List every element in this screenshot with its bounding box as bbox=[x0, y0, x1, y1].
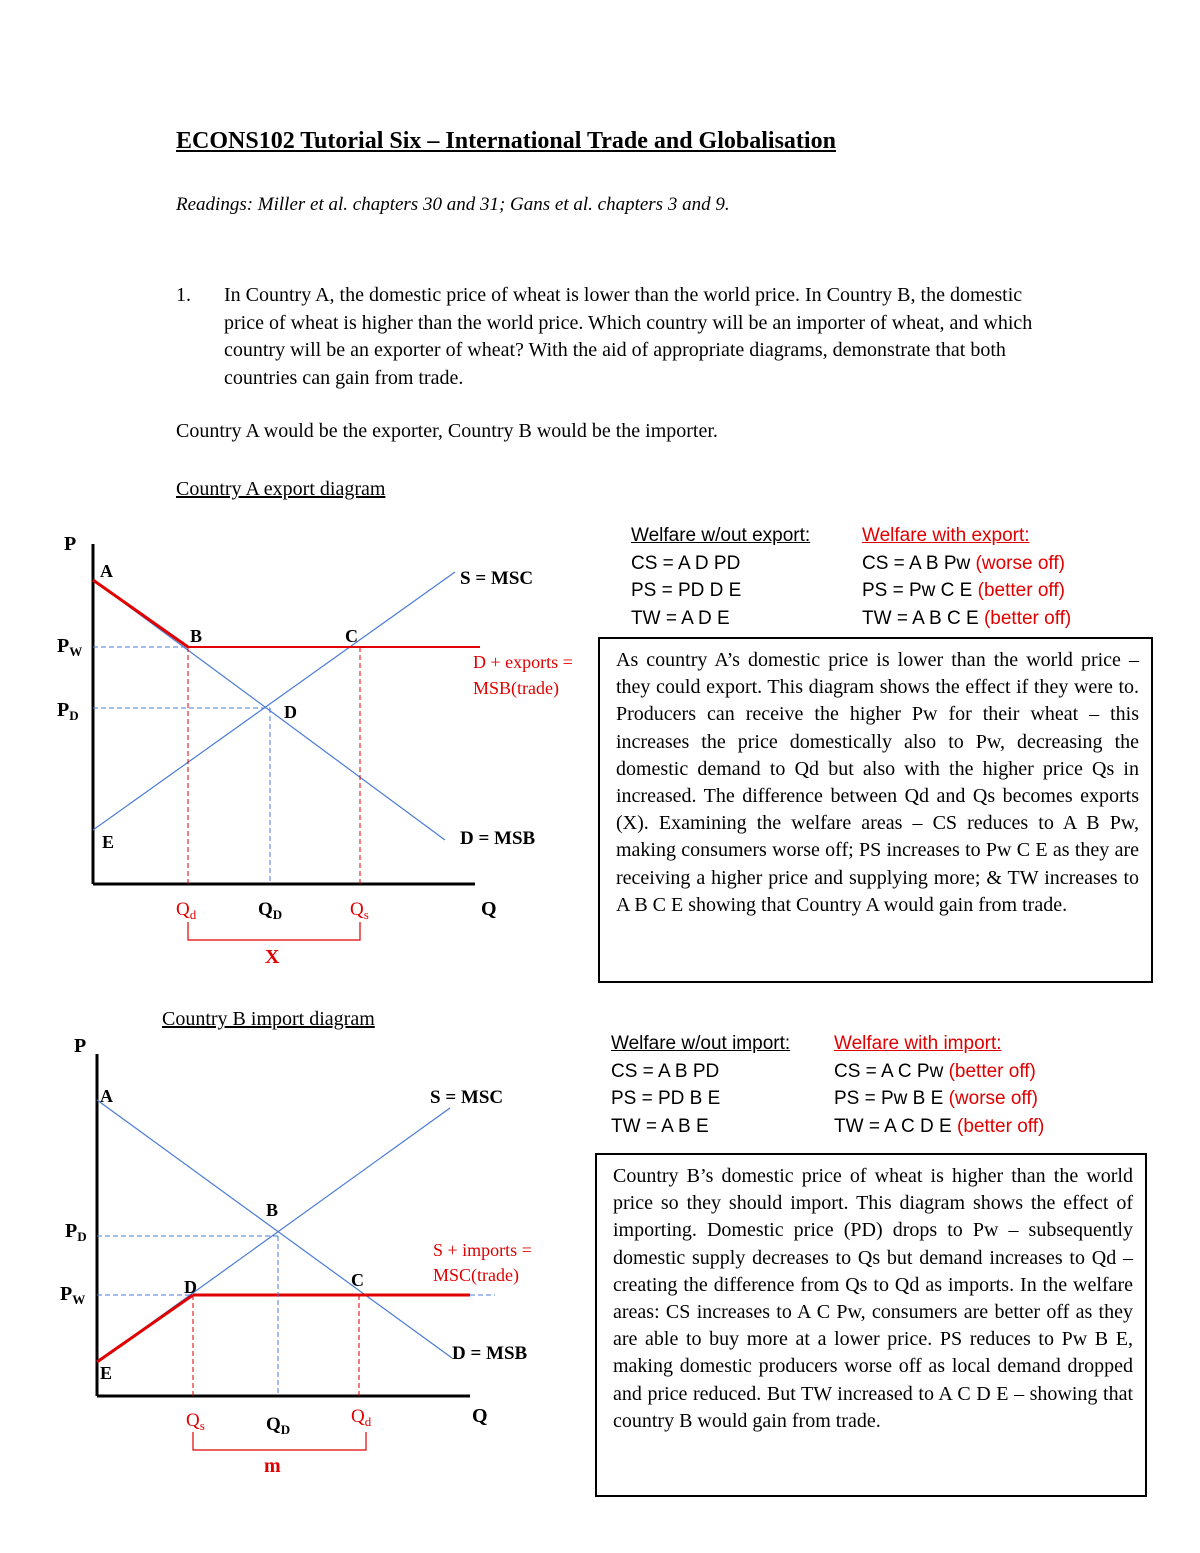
b-welfare-with-tw-note: (better off) bbox=[957, 1115, 1045, 1137]
question-text bbox=[176, 282, 1036, 392]
b-demand-label: D = MSB bbox=[452, 1343, 528, 1364]
b-point-d: D bbox=[184, 1277, 197, 1297]
a-qd-label: $Q_d$ bbox=[176, 899, 197, 922]
b-supply-label: S = MSC bbox=[430, 1087, 504, 1108]
b-welfare-with-ps: PS = Pw B E bbox=[834, 1088, 944, 1109]
b-demand-curve bbox=[97, 1100, 452, 1358]
a-welfare-without-heading: Welfare w/out export: bbox=[631, 525, 811, 546]
a-trade-label-2: MSB(trade) bbox=[473, 678, 559, 698]
question-body: In Country A, the domestic price of wheat is lower than the world price. In Country B, the domestic price of wheat is higher than the world price. Which country will be an importer of wheat, and which country will be an exporter of wheat? With the aid of appropriate diagrams, demonstrate that both countries can gain from trade. bbox=[224, 284, 1033, 389]
a-demand-with-export bbox=[93, 580, 188, 647]
a-welfare-without bbox=[631, 522, 810, 632]
b-bracket-label: m bbox=[264, 1455, 281, 1477]
a-welfare-with-cs-note: (worse off) bbox=[975, 552, 1065, 574]
b-qs-label: $Q_s$ bbox=[186, 1410, 205, 1433]
b-qd-label: $Q_d$ bbox=[351, 1406, 372, 1429]
a-qs-label: $Q_s$ bbox=[350, 899, 369, 922]
a-point-a: A bbox=[100, 561, 113, 581]
a-point-b: B bbox=[190, 626, 203, 646]
b-welfare-with-heading: Welfare with import: bbox=[834, 1033, 1002, 1054]
a-welfare-with-tw: TW = A B C E bbox=[862, 607, 979, 629]
a-welfare-with-tw-row bbox=[862, 605, 1071, 633]
b-welfare-with bbox=[834, 1030, 1044, 1140]
a-demand-label: D = MSB bbox=[460, 828, 536, 849]
b-welfare-without-ps: PS = PD B E bbox=[611, 1088, 721, 1109]
b-welfare-without bbox=[611, 1030, 790, 1140]
a-welfare-with-ps-note: (better off) bbox=[977, 580, 1065, 601]
answer-line: Country A would be the exporter, Country B would be the importer. bbox=[176, 420, 718, 442]
b-welfare-with-ps-note: (worse off) bbox=[948, 1088, 1038, 1109]
b-welfare-with-tw-row bbox=[834, 1113, 1044, 1141]
a-welfare-without-cs: CS = A D PD bbox=[631, 552, 741, 574]
page-title: ECONS102 Tutorial Six – International Trade and Globalisation bbox=[176, 128, 836, 154]
b-trade-label-2: MSC(trade) bbox=[433, 1265, 519, 1285]
b-supply-with-import bbox=[97, 1295, 193, 1362]
a-explanation-box: As country A’s domestic price is lower than the world price – they could export. This diagram shows the effect if they were to. Producers can receive the higher Pw for their wheat – this increases the price domestically also to Pw, decreasing the domestic demand to Qd but also with the higher price Qs in increased. The difference between Qd and Qs becomes exports (X). Examining the welfare areas – CS reduces to A B Pw, making consumers worse off; PS increases to Pw C E as they are receiving a higher price and supplying more; & TW increases to A B C E showing that Country A would gain from trade. bbox=[598, 637, 1153, 983]
a-point-d: D bbox=[284, 702, 297, 722]
diagram-a-heading: Country A export diagram bbox=[176, 478, 386, 500]
a-point-e: E bbox=[102, 832, 115, 852]
a-p-axis-label: P bbox=[64, 533, 77, 555]
b-p-axis-label: P bbox=[74, 1035, 87, 1057]
a-pd-label: $P_D$ bbox=[57, 699, 79, 723]
a-pw-label: $P_W$ bbox=[57, 635, 83, 659]
b-point-b: B bbox=[266, 1200, 279, 1220]
diagram-b-chart bbox=[0, 1030, 600, 1490]
b-welfare-with-ps-row bbox=[834, 1085, 1044, 1113]
b-welfare-without-heading: Welfare w/out import: bbox=[611, 1033, 791, 1054]
question-number: 1. bbox=[176, 284, 191, 306]
a-supply-curve bbox=[93, 572, 455, 830]
b-qD-label: $Q_D$ bbox=[266, 1414, 291, 1437]
a-q-axis-label: Q bbox=[481, 898, 497, 920]
diagram-b-heading: Country B import diagram bbox=[162, 1008, 375, 1030]
a-qD-label: $Q_D$ bbox=[258, 899, 283, 922]
question-1 bbox=[176, 282, 1036, 392]
b-trade-label-1: S + imports = bbox=[433, 1240, 532, 1260]
a-welfare-with-heading: Welfare with export: bbox=[862, 525, 1030, 546]
b-welfare-with-tw: TW = A C D E bbox=[834, 1115, 952, 1137]
b-pw-label: $P_W$ bbox=[60, 1283, 86, 1307]
b-welfare-with-cs-row bbox=[834, 1058, 1044, 1086]
b-welfare-without-cs: CS = A B PD bbox=[611, 1060, 720, 1082]
a-export-bracket bbox=[188, 922, 360, 940]
b-welfare-with-cs: CS = A C Pw bbox=[834, 1060, 944, 1082]
b-explanation-box: Country B’s domestic price of wheat is higher than the world price so they should import. This diagram shows the effect of importing. Domestic price (PD) drops to Pw – subsequently domestic supply decreases to Qs but demand increases to Qd – creating the difference from Qs to Qd as imports. In the welfare areas: CS increases to A C Pw, consumers are better off as they are able to buy more at a lower price. PS reduces to Pw B E, making domestic producers worse off as local demand dropped and price reduced. But TW increased to A C D E – showing that country B would gain from trade. bbox=[595, 1153, 1147, 1497]
a-point-c: C bbox=[345, 626, 358, 646]
b-pd-label: $P_D$ bbox=[65, 1220, 87, 1244]
readings-line: Readings: Miller et al. chapters 30 and 31; Gans et al. chapters 3 and 9. bbox=[176, 194, 730, 215]
b-welfare-with-cs-note: (better off) bbox=[948, 1060, 1036, 1082]
b-point-c: C bbox=[351, 1270, 364, 1290]
a-welfare-with-cs-row bbox=[862, 550, 1071, 578]
diagram-a-chart bbox=[0, 520, 600, 980]
b-q-axis-label: Q bbox=[472, 1405, 488, 1427]
a-supply-label: S = MSC bbox=[460, 568, 534, 589]
a-welfare-with-cs: CS = A B Pw bbox=[862, 552, 971, 574]
a-welfare-without-ps: PS = PD D E bbox=[631, 580, 742, 601]
a-welfare-with-ps-row bbox=[862, 577, 1071, 605]
a-welfare-with-tw-note: (better off) bbox=[983, 607, 1072, 629]
b-point-e: E bbox=[100, 1363, 113, 1383]
b-welfare-without-tw: TW = A B E bbox=[611, 1115, 709, 1137]
a-welfare-with bbox=[862, 522, 1071, 632]
a-welfare-without-tw: TW = A D E bbox=[631, 607, 730, 629]
a-bracket-label: X bbox=[265, 946, 280, 968]
a-trade-label-1: D + exports = bbox=[473, 652, 573, 672]
a-welfare-with-ps: PS = Pw C E bbox=[862, 580, 973, 601]
b-point-a: A bbox=[100, 1086, 113, 1106]
